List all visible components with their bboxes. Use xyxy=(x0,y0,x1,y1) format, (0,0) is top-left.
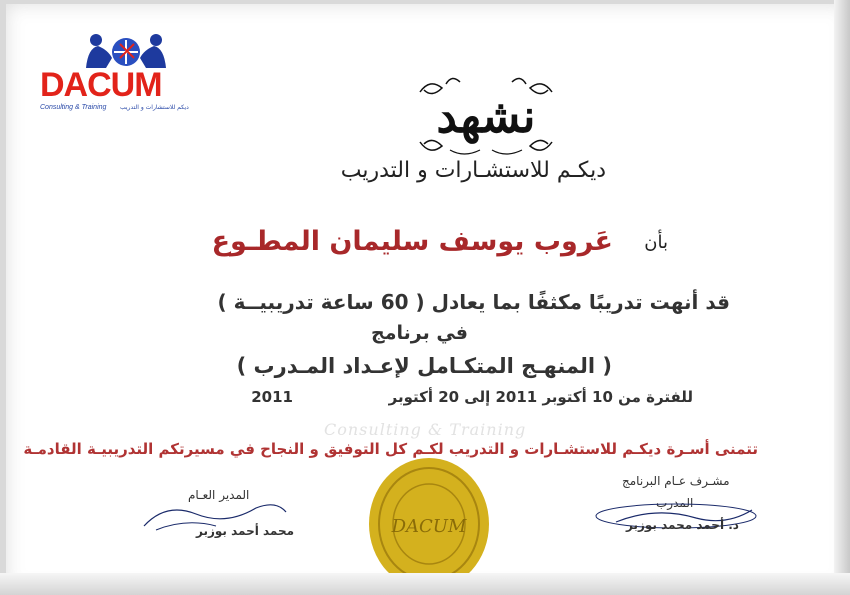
wish-text: تتمنى أسـرة ديكـم للاستشـارات و التدريب لكـم كل التوفيق و النجاح في مسيرتكم التدريبيـة القادمـة xyxy=(23,440,758,458)
completion-statement: قد أنهت تدريبًا مكثفًا بما يعادل ( 60 ساعة تدريبيــة ) xyxy=(217,290,730,314)
logo-tagline: Consulting & Training xyxy=(40,104,107,111)
logo-tagline-ar: ديكم للاستشارات و التدريب xyxy=(120,104,189,111)
photo-edge-right xyxy=(834,0,850,595)
logo-brand: DACUM xyxy=(40,66,162,104)
period-year: 2011 xyxy=(251,388,293,406)
certificate-paper xyxy=(6,4,848,590)
signature-right-name: د. أحمد محمد بوزبر xyxy=(626,518,739,532)
program-intro: في برنامج xyxy=(371,322,468,344)
signature-left-name: محمد أحمد بوزبر xyxy=(196,524,295,538)
seal-text: DACUM xyxy=(391,516,467,537)
signature-left xyxy=(136,488,296,548)
gold-seal xyxy=(366,456,492,592)
signature-right-subtitle: المدرب xyxy=(656,496,694,510)
people-icon xyxy=(76,32,176,70)
company-name: ديكـم للاستشـارات و التدريب xyxy=(340,158,606,183)
dacum-logo xyxy=(32,32,192,118)
grantee-prefix: بأن xyxy=(644,232,668,253)
program-title: ( المنهـج المتكـامل لإعـداد المـدرب ) xyxy=(236,354,612,378)
signature-right-title: مشـرف عـام البرنامج xyxy=(622,474,730,488)
period-text: للفترة من 10 أكتوبر 2011 إلى 20 أكتوبر xyxy=(388,388,693,406)
grantee-name: عَروب يوسف سليمان المطـوع xyxy=(211,226,613,257)
photo-edge-bottom xyxy=(0,573,850,595)
signature-right xyxy=(586,474,766,554)
emblem-text: نشهد xyxy=(436,89,536,143)
nashhad-emblem xyxy=(410,62,562,162)
signature-left-title: المدير العـام xyxy=(188,488,250,502)
watermark-text: Consulting & Training xyxy=(324,420,527,439)
